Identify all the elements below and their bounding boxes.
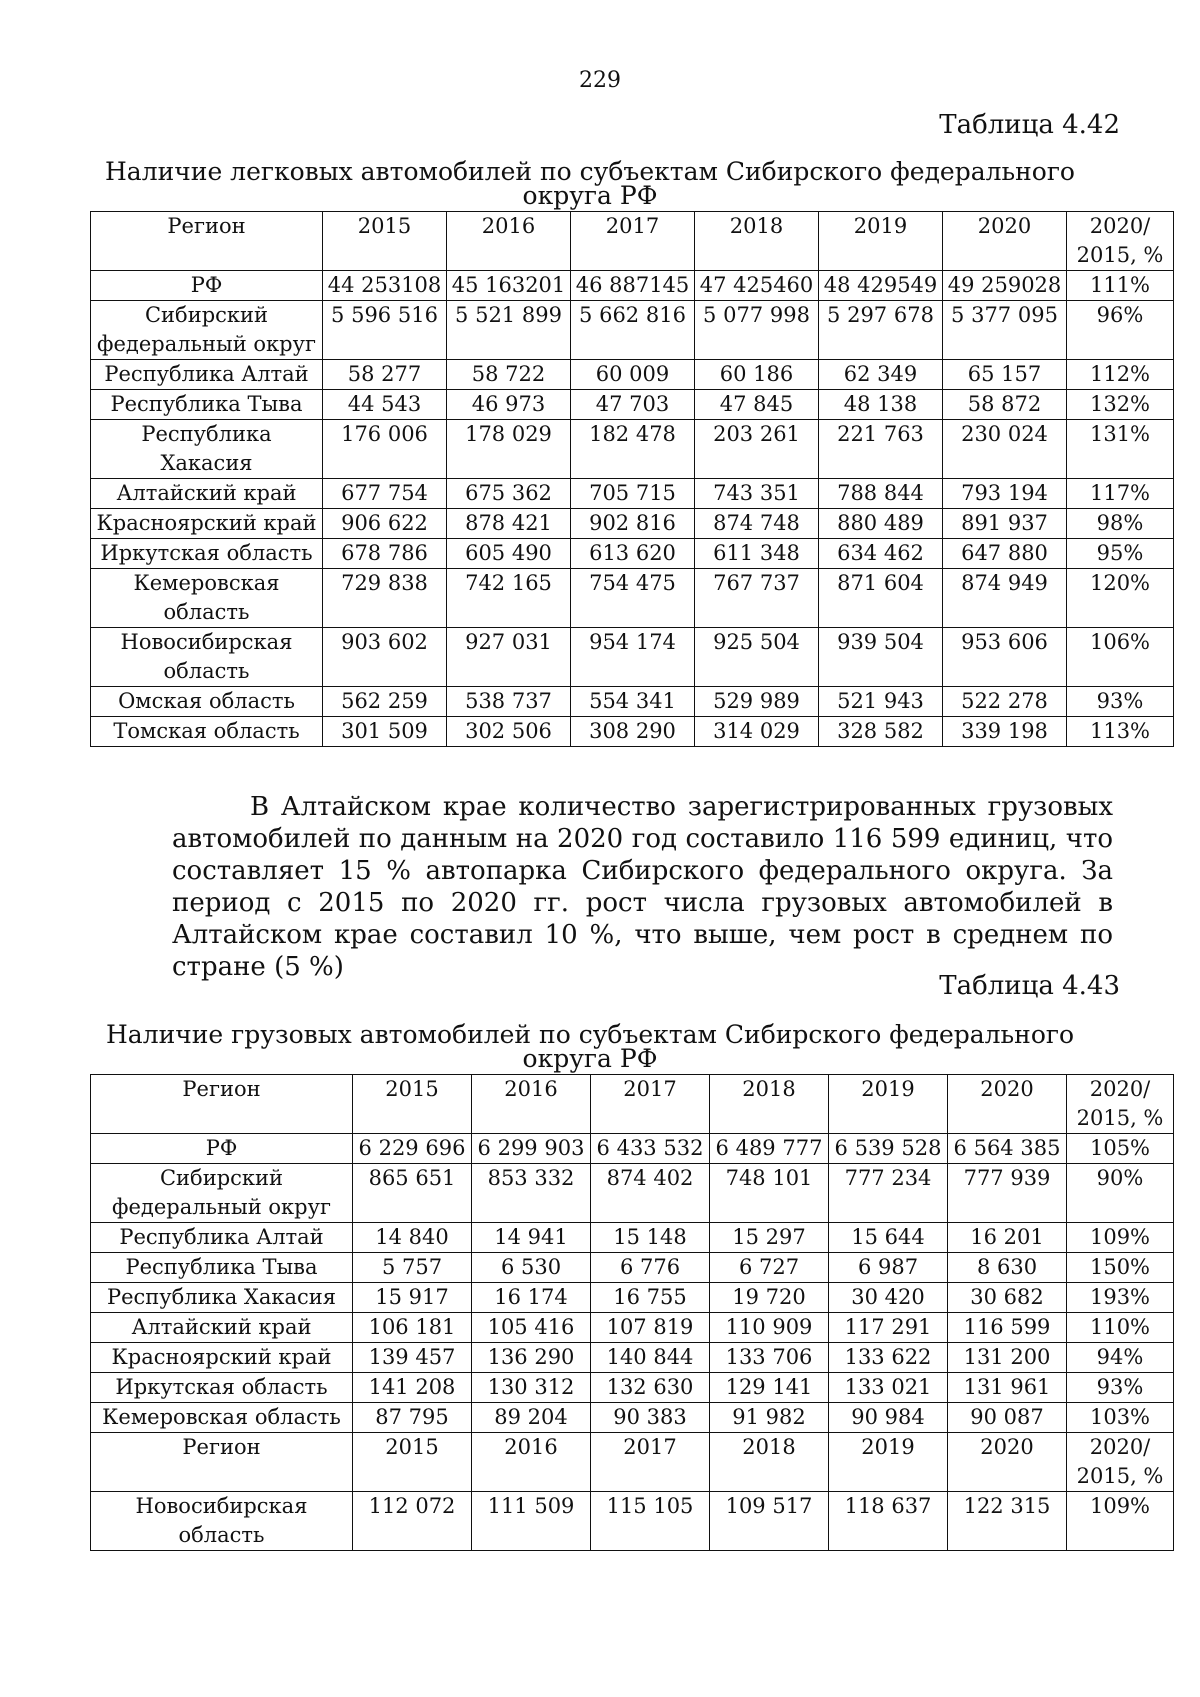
column-header: Регион: [91, 1075, 353, 1134]
page-number: 229: [579, 68, 621, 93]
region-cell: Иркутская область: [91, 539, 323, 569]
value-cell: 788 844: [819, 479, 943, 509]
value-cell: 109%: [1067, 1223, 1174, 1253]
value-cell: 30 682: [948, 1283, 1067, 1313]
value-cell: 62 349: [819, 360, 943, 390]
region-cell: Алтайский край: [91, 1313, 353, 1343]
column-header: Регион: [91, 212, 323, 271]
column-header: 2019: [819, 212, 943, 271]
value-cell: 538 737: [447, 687, 571, 717]
value-cell: 139 457: [353, 1343, 472, 1373]
value-cell: 677 754: [323, 479, 447, 509]
value-cell: 96%: [1067, 301, 1174, 360]
region-cell: Омская область: [91, 687, 323, 717]
table-row: [91, 360, 1174, 390]
value-cell: 767 737: [695, 569, 819, 628]
value-cell: 16 201: [948, 1223, 1067, 1253]
table-row: [91, 1283, 1174, 1313]
table-row: [91, 1134, 1174, 1164]
value-cell: 150%: [1067, 1253, 1174, 1283]
value-cell: 87 795: [353, 1403, 472, 1433]
value-cell: 634 462: [819, 539, 943, 569]
value-cell: 133 021: [829, 1373, 948, 1403]
value-cell: 874 402: [591, 1164, 710, 1223]
value-cell: 529 989: [695, 687, 819, 717]
value-cell: 6 530: [472, 1253, 591, 1283]
table-row: [91, 1313, 1174, 1343]
column-header: 2015: [353, 1075, 472, 1134]
table-row: [91, 1433, 1174, 1492]
value-cell: 60 186: [695, 360, 819, 390]
value-cell: 6 489 777: [710, 1134, 829, 1164]
value-cell: 118 637: [829, 1492, 948, 1551]
value-cell: 878 421: [447, 509, 571, 539]
value-cell: 58 872: [943, 390, 1067, 420]
table-row: [91, 687, 1174, 717]
column-header: 2019: [829, 1075, 948, 1134]
value-cell: 742 165: [447, 569, 571, 628]
column-header: 2017: [591, 1075, 710, 1134]
value-cell: 90 383: [591, 1403, 710, 1433]
value-cell: 906 622: [323, 509, 447, 539]
value-cell: 675 362: [447, 479, 571, 509]
value-cell: 6 564 385: [948, 1134, 1067, 1164]
value-cell: 140 844: [591, 1343, 710, 1373]
region-cell: Республика Тыва: [91, 1253, 353, 1283]
table-row: [91, 479, 1174, 509]
region-cell: Сибирский федеральный округ: [91, 301, 323, 360]
value-cell: 203 261: [695, 420, 819, 479]
value-cell: 678 786: [323, 539, 447, 569]
value-cell: 927 031: [447, 628, 571, 687]
value-cell: 6 776: [591, 1253, 710, 1283]
table-title: [90, 157, 1090, 210]
value-cell: 954 174: [571, 628, 695, 687]
region-cell: Новосибирская область: [91, 628, 323, 687]
value-cell: 30 420: [829, 1283, 948, 1313]
value-cell: 89 204: [472, 1403, 591, 1433]
value-cell: 2020/ 2015, %: [1067, 1433, 1174, 1492]
value-cell: 874 748: [695, 509, 819, 539]
value-cell: 554 341: [571, 687, 695, 717]
value-cell: 647 880: [943, 539, 1067, 569]
value-cell: 65 157: [943, 360, 1067, 390]
value-cell: 6 433 532: [591, 1134, 710, 1164]
table-title-line: округа РФ: [522, 1044, 658, 1073]
value-cell: 748 101: [710, 1164, 829, 1223]
value-cell: 115 105: [591, 1492, 710, 1551]
value-cell: 902 816: [571, 509, 695, 539]
value-cell: 109%: [1067, 1492, 1174, 1551]
value-cell: 871 604: [819, 569, 943, 628]
value-cell: 116 599: [948, 1313, 1067, 1343]
value-cell: 98%: [1067, 509, 1174, 539]
table-row: [91, 1223, 1174, 1253]
table-row: [91, 1492, 1174, 1551]
value-cell: 611 348: [695, 539, 819, 569]
value-cell: 15 917: [353, 1283, 472, 1313]
value-cell: 176 006: [323, 420, 447, 479]
value-cell: 117%: [1067, 479, 1174, 509]
value-cell: 117 291: [829, 1313, 948, 1343]
value-cell: 112%: [1067, 360, 1174, 390]
table-row: [91, 1373, 1174, 1403]
value-cell: 60 009: [571, 360, 695, 390]
value-cell: 5 521 899: [447, 301, 571, 360]
value-cell: 521 943: [819, 687, 943, 717]
value-cell: 46 887145: [571, 271, 695, 301]
value-cell: 46 973: [447, 390, 571, 420]
value-cell: 49 259028: [943, 271, 1067, 301]
value-cell: 6 539 528: [829, 1134, 948, 1164]
value-cell: 111%: [1067, 271, 1174, 301]
region-cell: Кемеровская область: [91, 569, 323, 628]
value-cell: 6 299 903: [472, 1134, 591, 1164]
value-cell: 109 517: [710, 1492, 829, 1551]
value-cell: 93%: [1067, 1373, 1174, 1403]
region-cell: Томская область: [91, 717, 323, 747]
value-cell: 15 148: [591, 1223, 710, 1253]
value-cell: 339 198: [943, 717, 1067, 747]
value-cell: 5 757: [353, 1253, 472, 1283]
value-cell: 16 755: [591, 1283, 710, 1313]
value-cell: 705 715: [571, 479, 695, 509]
table-row: [91, 717, 1174, 747]
value-cell: 105%: [1067, 1134, 1174, 1164]
value-cell: 308 290: [571, 717, 695, 747]
value-cell: 105 416: [472, 1313, 591, 1343]
value-cell: 130 312: [472, 1373, 591, 1403]
value-cell: 112 072: [353, 1492, 472, 1551]
table-header-row: [91, 1075, 1174, 1134]
value-cell: 14 941: [472, 1223, 591, 1253]
value-cell: 777 939: [948, 1164, 1067, 1223]
value-cell: 903 602: [323, 628, 447, 687]
region-cell: Республика Алтай: [91, 1223, 353, 1253]
value-cell: 16 174: [472, 1283, 591, 1313]
table-row: [91, 569, 1174, 628]
value-cell: 328 582: [819, 717, 943, 747]
body-paragraph: [172, 791, 1113, 983]
value-cell: 301 509: [323, 717, 447, 747]
value-cell: 90 087: [948, 1403, 1067, 1433]
region-cell: Республика Хакасия: [91, 420, 323, 479]
column-header: 2016: [472, 1075, 591, 1134]
value-cell: 880 489: [819, 509, 943, 539]
region-cell: РФ: [91, 271, 323, 301]
column-header: 2020: [943, 212, 1067, 271]
value-cell: 853 332: [472, 1164, 591, 1223]
region-cell: Республика Алтай: [91, 360, 323, 390]
value-cell: 605 490: [447, 539, 571, 569]
value-cell: 58 722: [447, 360, 571, 390]
value-cell: 925 504: [695, 628, 819, 687]
column-header: 2015: [323, 212, 447, 271]
value-cell: 19 720: [710, 1283, 829, 1313]
table-row: [91, 420, 1174, 479]
value-cell: 129 141: [710, 1373, 829, 1403]
region-cell: Республика Хакасия: [91, 1283, 353, 1313]
table-caption: Таблица 4.42: [939, 110, 1120, 140]
region-cell: Красноярский край: [91, 509, 323, 539]
table-caption: Таблица 4.43: [939, 971, 1120, 1001]
value-cell: 522 278: [943, 687, 1067, 717]
region-cell: Регион: [91, 1433, 353, 1492]
value-cell: 91 982: [710, 1403, 829, 1433]
value-cell: 48 138: [819, 390, 943, 420]
value-cell: 2015: [353, 1433, 472, 1492]
value-cell: 58 277: [323, 360, 447, 390]
value-cell: 15 644: [829, 1223, 948, 1253]
value-cell: 113%: [1067, 717, 1174, 747]
value-cell: 132%: [1067, 390, 1174, 420]
value-cell: 613 620: [571, 539, 695, 569]
value-cell: 2019: [829, 1433, 948, 1492]
value-cell: 15 297: [710, 1223, 829, 1253]
table-header-row: [91, 212, 1174, 271]
value-cell: 44 543: [323, 390, 447, 420]
value-cell: 6 727: [710, 1253, 829, 1283]
value-cell: 141 208: [353, 1373, 472, 1403]
value-cell: 314 029: [695, 717, 819, 747]
value-cell: 107 819: [591, 1313, 710, 1343]
value-cell: 953 606: [943, 628, 1067, 687]
value-cell: 103%: [1067, 1403, 1174, 1433]
table-row: [91, 1164, 1174, 1223]
value-cell: 48 429549: [819, 271, 943, 301]
table-row: [91, 1403, 1174, 1433]
column-header: 2020/ 2015, %: [1067, 212, 1174, 271]
value-cell: 133 706: [710, 1343, 829, 1373]
value-cell: 302 506: [447, 717, 571, 747]
value-cell: 110 909: [710, 1313, 829, 1343]
column-header: 2020/ 2015, %: [1067, 1075, 1174, 1134]
region-cell: Иркутская область: [91, 1373, 353, 1403]
value-cell: 2018: [710, 1433, 829, 1492]
value-cell: 8 630: [948, 1253, 1067, 1283]
value-cell: 5 377 095: [943, 301, 1067, 360]
region-cell: РФ: [91, 1134, 353, 1164]
trucks-table: [90, 1074, 1174, 1551]
value-cell: 133 622: [829, 1343, 948, 1373]
value-cell: 47 425460: [695, 271, 819, 301]
table-title-line: Наличие легковых автомобилей по субъектам Сибирского федерального: [105, 157, 1075, 186]
value-cell: 221 763: [819, 420, 943, 479]
table-title: [90, 1020, 1090, 1073]
table-row: [91, 1343, 1174, 1373]
value-cell: 122 315: [948, 1492, 1067, 1551]
table-row: [91, 271, 1174, 301]
region-cell: Алтайский край: [91, 479, 323, 509]
value-cell: 106 181: [353, 1313, 472, 1343]
value-cell: 5 596 516: [323, 301, 447, 360]
value-cell: 131 961: [948, 1373, 1067, 1403]
table-row: [91, 301, 1174, 360]
value-cell: 230 024: [943, 420, 1067, 479]
table-title-line: Наличие грузовых автомобилей по субъектам Сибирского федерального: [105, 1020, 1075, 1049]
value-cell: 95%: [1067, 539, 1174, 569]
value-cell: 562 259: [323, 687, 447, 717]
value-cell: 939 504: [819, 628, 943, 687]
value-cell: 47 703: [571, 390, 695, 420]
value-cell: 131%: [1067, 420, 1174, 479]
value-cell: 90%: [1067, 1164, 1174, 1223]
value-cell: 111 509: [472, 1492, 591, 1551]
value-cell: 93%: [1067, 687, 1174, 717]
value-cell: 743 351: [695, 479, 819, 509]
passenger-cars-table: [90, 211, 1174, 747]
value-cell: 90 984: [829, 1403, 948, 1433]
region-cell: Кемеровская область: [91, 1403, 353, 1433]
paragraph-text: В Алтайском крае количество зарегистрированных грузовых автомобилей по данным на 2020 год составило 116 599 единиц, что составляет 15 % автопарка Сибирского федерального округа. За период с 2015 по 2020 гг. рост числа грузовых автомобилей в Алтайском крае составил 10 %, что выше, чем рост в среднем по стране (5 %): [172, 792, 1113, 982]
value-cell: 5 077 998: [695, 301, 819, 360]
table-row: [91, 390, 1174, 420]
column-header: 2020: [948, 1075, 1067, 1134]
value-cell: 5 662 816: [571, 301, 695, 360]
value-cell: 136 290: [472, 1343, 591, 1373]
value-cell: 5 297 678: [819, 301, 943, 360]
table-row: [91, 628, 1174, 687]
value-cell: 729 838: [323, 569, 447, 628]
value-cell: 2020: [948, 1433, 1067, 1492]
value-cell: 2017: [591, 1433, 710, 1492]
region-cell: Новосибирская область: [91, 1492, 353, 1551]
value-cell: 106%: [1067, 628, 1174, 687]
region-cell: Республика Тыва: [91, 390, 323, 420]
value-cell: 45 163201: [447, 271, 571, 301]
value-cell: 182 478: [571, 420, 695, 479]
table-row: [91, 539, 1174, 569]
value-cell: 44 253108: [323, 271, 447, 301]
table-row: [91, 509, 1174, 539]
column-header: 2018: [710, 1075, 829, 1134]
column-header: 2018: [695, 212, 819, 271]
table-row: [91, 1253, 1174, 1283]
value-cell: 6 229 696: [353, 1134, 472, 1164]
column-header: 2017: [571, 212, 695, 271]
region-cell: Сибирский федеральный округ: [91, 1164, 353, 1223]
region-cell: Красноярский край: [91, 1343, 353, 1373]
value-cell: 178 029: [447, 420, 571, 479]
table-title-line: округа РФ: [522, 181, 658, 210]
column-header: 2016: [447, 212, 571, 271]
value-cell: 793 194: [943, 479, 1067, 509]
value-cell: 110%: [1067, 1313, 1174, 1343]
value-cell: 94%: [1067, 1343, 1174, 1373]
value-cell: 47 845: [695, 390, 819, 420]
value-cell: 874 949: [943, 569, 1067, 628]
value-cell: 2016: [472, 1433, 591, 1492]
value-cell: 132 630: [591, 1373, 710, 1403]
value-cell: 14 840: [353, 1223, 472, 1253]
value-cell: 120%: [1067, 569, 1174, 628]
value-cell: 6 987: [829, 1253, 948, 1283]
value-cell: 865 651: [353, 1164, 472, 1223]
value-cell: 754 475: [571, 569, 695, 628]
value-cell: 891 937: [943, 509, 1067, 539]
value-cell: 777 234: [829, 1164, 948, 1223]
value-cell: 193%: [1067, 1283, 1174, 1313]
value-cell: 131 200: [948, 1343, 1067, 1373]
